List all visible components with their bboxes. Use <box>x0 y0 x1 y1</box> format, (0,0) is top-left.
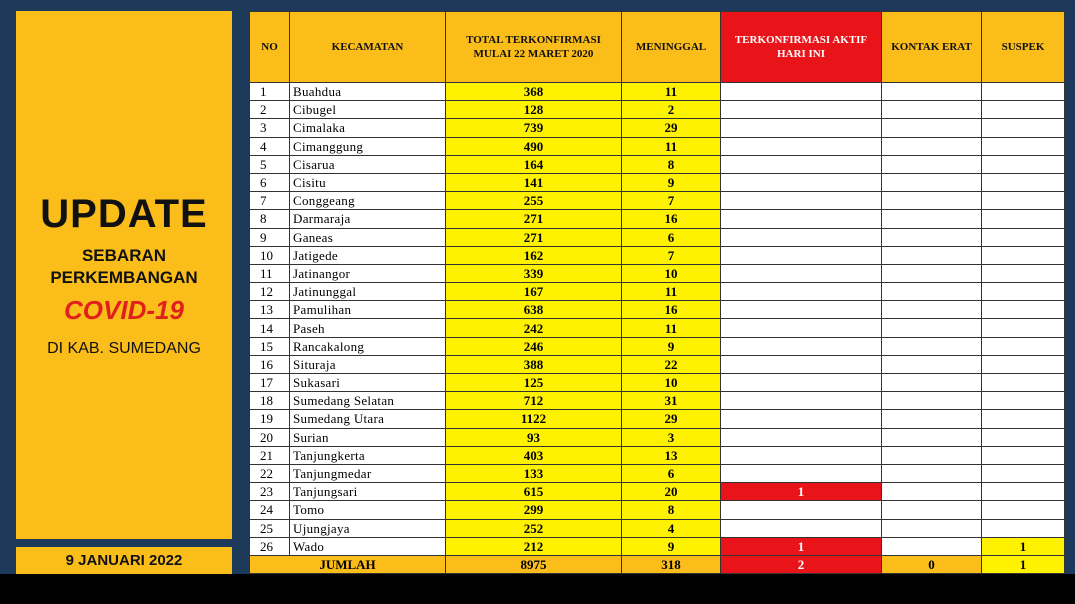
row-kontak <box>882 319 982 337</box>
row-aktif <box>721 301 882 319</box>
header-meninggal: MENINGGAL <box>622 12 721 83</box>
row-no: 2 <box>250 101 290 119</box>
row-meninggal: 31 <box>622 392 721 410</box>
row-total: 739 <box>446 119 622 137</box>
row-aktif <box>721 246 882 264</box>
row-meninggal: 13 <box>622 446 721 464</box>
row-suspek <box>982 446 1065 464</box>
table-body <box>250 83 1065 556</box>
row-no: 7 <box>250 192 290 210</box>
row-kontak <box>882 264 982 282</box>
row-suspek <box>982 519 1065 537</box>
row-kecamatan: Rancakalong <box>290 337 446 355</box>
row-meninggal: 10 <box>622 264 721 282</box>
row-kecamatan: Jatinunggal <box>290 283 446 301</box>
row-kecamatan: Ganeas <box>290 228 446 246</box>
row-suspek <box>982 483 1065 501</box>
row-kecamatan: Situraja <box>290 355 446 373</box>
table-row <box>250 83 1065 101</box>
total-active: 2 <box>721 555 882 573</box>
row-suspek <box>982 173 1065 191</box>
row-kontak <box>882 428 982 446</box>
row-meninggal: 9 <box>622 537 721 555</box>
table-row <box>250 283 1065 301</box>
row-total: 255 <box>446 192 622 210</box>
row-kontak <box>882 119 982 137</box>
row-no: 1 <box>250 83 290 101</box>
row-kontak <box>882 155 982 173</box>
row-total: 162 <box>446 246 622 264</box>
row-total: 339 <box>446 264 622 282</box>
row-no: 11 <box>250 264 290 282</box>
row-no: 16 <box>250 355 290 373</box>
row-aktif <box>721 137 882 155</box>
row-no: 14 <box>250 319 290 337</box>
row-aktif <box>721 519 882 537</box>
row-total: 128 <box>446 101 622 119</box>
row-meninggal: 2 <box>622 101 721 119</box>
row-kontak <box>882 483 982 501</box>
row-no: 9 <box>250 228 290 246</box>
table-row <box>250 173 1065 191</box>
row-meninggal: 3 <box>622 428 721 446</box>
row-kontak <box>882 246 982 264</box>
row-kecamatan: Sumedang Utara <box>290 410 446 428</box>
row-kecamatan: Paseh <box>290 319 446 337</box>
row-aktif: 1 <box>721 537 882 555</box>
row-kecamatan: Ujungjaya <box>290 519 446 537</box>
table-row <box>250 119 1065 137</box>
row-kontak <box>882 101 982 119</box>
row-kontak <box>882 173 982 191</box>
row-total: 164 <box>446 155 622 173</box>
row-meninggal: 11 <box>622 283 721 301</box>
row-kecamatan: Jatinangor <box>290 264 446 282</box>
total-label: JUMLAH <box>250 555 446 573</box>
row-no: 21 <box>250 446 290 464</box>
row-aktif <box>721 83 882 101</box>
row-kecamatan: Conggeang <box>290 192 446 210</box>
row-suspek <box>982 283 1065 301</box>
row-aktif <box>721 101 882 119</box>
row-aktif <box>721 501 882 519</box>
region-label: DI KAB. SUMEDANG <box>47 340 201 357</box>
row-meninggal: 4 <box>622 519 721 537</box>
row-kontak <box>882 355 982 373</box>
row-kontak <box>882 337 982 355</box>
row-aktif <box>721 410 882 428</box>
table-row <box>250 137 1065 155</box>
row-kecamatan: Buahdua <box>290 83 446 101</box>
row-aktif <box>721 210 882 228</box>
row-suspek <box>982 410 1065 428</box>
row-meninggal: 9 <box>622 337 721 355</box>
table-row <box>250 101 1065 119</box>
row-aktif <box>721 355 882 373</box>
row-kecamatan: Tomo <box>290 501 446 519</box>
table-row <box>250 155 1065 173</box>
title-panel <box>16 11 232 539</box>
row-total: 167 <box>446 283 622 301</box>
row-suspek <box>982 428 1065 446</box>
row-meninggal: 16 <box>622 301 721 319</box>
row-total: 1122 <box>446 410 622 428</box>
row-suspek <box>982 210 1065 228</box>
row-kontak <box>882 137 982 155</box>
row-kecamatan: Wado <box>290 537 446 555</box>
row-kontak <box>882 464 982 482</box>
table-row <box>250 464 1065 482</box>
row-meninggal: 7 <box>622 192 721 210</box>
row-kontak <box>882 228 982 246</box>
total-close-contact: 0 <box>882 555 982 573</box>
table-row <box>250 392 1065 410</box>
row-aktif <box>721 283 882 301</box>
row-total: 271 <box>446 228 622 246</box>
row-kontak <box>882 83 982 101</box>
row-total: 490 <box>446 137 622 155</box>
row-kontak <box>882 446 982 464</box>
row-no: 20 <box>250 428 290 446</box>
table-row <box>250 192 1065 210</box>
row-meninggal: 8 <box>622 501 721 519</box>
row-no: 19 <box>250 410 290 428</box>
row-meninggal: 20 <box>622 483 721 501</box>
row-aktif <box>721 319 882 337</box>
row-suspek <box>982 119 1065 137</box>
row-aktif <box>721 392 882 410</box>
row-total: 271 <box>446 210 622 228</box>
row-no: 18 <box>250 392 290 410</box>
row-no: 6 <box>250 173 290 191</box>
row-aktif <box>721 119 882 137</box>
update-title: UPDATE <box>40 192 208 236</box>
row-kecamatan: Cimalaka <box>290 119 446 137</box>
row-meninggal: 7 <box>622 246 721 264</box>
header-kecamatan: KECAMATAN <box>290 12 446 83</box>
row-no: 4 <box>250 137 290 155</box>
table-row <box>250 246 1065 264</box>
row-kontak <box>882 210 982 228</box>
header-kontak: KONTAK ERAT <box>882 12 982 83</box>
header-no: NO <box>250 12 290 83</box>
row-aktif: 1 <box>721 483 882 501</box>
row-kontak <box>882 301 982 319</box>
row-aktif <box>721 173 882 191</box>
row-suspek <box>982 464 1065 482</box>
row-meninggal: 22 <box>622 355 721 373</box>
row-suspek <box>982 83 1065 101</box>
row-total: 141 <box>446 173 622 191</box>
table-row <box>250 537 1065 555</box>
row-meninggal: 29 <box>622 410 721 428</box>
row-meninggal: 6 <box>622 228 721 246</box>
covid-label: COVID-19 <box>64 295 184 325</box>
date-label: 9 JANUARI 2022 <box>16 547 232 574</box>
subtitle-line-1: SEBARAN <box>81 246 167 265</box>
row-total: 615 <box>446 483 622 501</box>
row-no: 26 <box>250 537 290 555</box>
row-total: 638 <box>446 301 622 319</box>
row-meninggal: 29 <box>622 119 721 137</box>
table-row <box>250 410 1065 428</box>
row-suspek: 1 <box>982 537 1065 555</box>
row-suspek <box>982 301 1065 319</box>
row-total: 403 <box>446 446 622 464</box>
row-no: 22 <box>250 464 290 482</box>
row-kecamatan: Jatigede <box>290 246 446 264</box>
row-kontak <box>882 283 982 301</box>
row-no: 24 <box>250 501 290 519</box>
row-total: 242 <box>446 319 622 337</box>
row-suspek <box>982 246 1065 264</box>
row-suspek <box>982 319 1065 337</box>
row-aktif <box>721 228 882 246</box>
row-suspek <box>982 392 1065 410</box>
row-aktif <box>721 374 882 392</box>
header-total: TOTAL TERKONFIRMASI MULAI 22 MARET 2020 <box>446 12 622 83</box>
row-no: 3 <box>250 119 290 137</box>
row-kontak <box>882 392 982 410</box>
row-total: 299 <box>446 501 622 519</box>
table-row <box>250 319 1065 337</box>
total-confirmed: 8975 <box>446 555 622 573</box>
row-suspek <box>982 228 1065 246</box>
table-row <box>250 428 1065 446</box>
row-total: 252 <box>446 519 622 537</box>
row-meninggal: 10 <box>622 374 721 392</box>
row-kecamatan: Tanjungkerta <box>290 446 446 464</box>
row-kecamatan: Cimanggung <box>290 137 446 155</box>
row-aktif <box>721 464 882 482</box>
row-kontak <box>882 192 982 210</box>
row-no: 5 <box>250 155 290 173</box>
row-meninggal: 11 <box>622 319 721 337</box>
table-row <box>250 337 1065 355</box>
table-row <box>250 446 1065 464</box>
row-no: 23 <box>250 483 290 501</box>
row-suspek <box>982 355 1065 373</box>
row-total: 246 <box>446 337 622 355</box>
row-aktif <box>721 155 882 173</box>
header-suspek: SUSPEK <box>982 12 1065 83</box>
table-row <box>250 519 1065 537</box>
table-row <box>250 374 1065 392</box>
row-aktif <box>721 264 882 282</box>
row-suspek <box>982 137 1065 155</box>
row-meninggal: 6 <box>622 464 721 482</box>
row-no: 17 <box>250 374 290 392</box>
row-aktif <box>721 428 882 446</box>
row-aktif <box>721 337 882 355</box>
row-no: 25 <box>250 519 290 537</box>
total-row <box>250 555 1065 573</box>
subtitle-line-2: PERKEMBANGAN <box>50 268 198 287</box>
row-no: 8 <box>250 210 290 228</box>
total-suspect: 1 <box>982 555 1065 573</box>
row-total: 93 <box>446 428 622 446</box>
row-kontak <box>882 501 982 519</box>
header-aktif: TERKONFIRMASI AKTIF HARI INI <box>721 12 882 83</box>
row-suspek <box>982 501 1065 519</box>
table-row <box>250 483 1065 501</box>
covid-table <box>249 11 1065 574</box>
table-row <box>250 228 1065 246</box>
row-no: 13 <box>250 301 290 319</box>
table-row <box>250 301 1065 319</box>
row-kecamatan: Cibugel <box>290 101 446 119</box>
table-row <box>250 264 1065 282</box>
row-suspek <box>982 192 1065 210</box>
row-kontak <box>882 410 982 428</box>
row-kontak <box>882 537 982 555</box>
row-kecamatan: Sukasari <box>290 374 446 392</box>
row-meninggal: 11 <box>622 83 721 101</box>
row-kecamatan: Darmaraja <box>290 210 446 228</box>
row-total: 133 <box>446 464 622 482</box>
row-aktif <box>721 192 882 210</box>
row-kecamatan: Tanjungsari <box>290 483 446 501</box>
row-meninggal: 8 <box>622 155 721 173</box>
row-kecamatan: Surian <box>290 428 446 446</box>
row-no: 15 <box>250 337 290 355</box>
row-total: 712 <box>446 392 622 410</box>
table-row <box>250 501 1065 519</box>
row-suspek <box>982 101 1065 119</box>
header-row <box>250 12 1065 83</box>
table-row <box>250 355 1065 373</box>
row-kontak <box>882 374 982 392</box>
row-total: 388 <box>446 355 622 373</box>
row-kecamatan: Pamulihan <box>290 301 446 319</box>
row-suspek <box>982 337 1065 355</box>
row-aktif <box>721 446 882 464</box>
row-meninggal: 16 <box>622 210 721 228</box>
row-kecamatan: Tanjungmedar <box>290 464 446 482</box>
row-kecamatan: Cisarua <box>290 155 446 173</box>
row-meninggal: 9 <box>622 173 721 191</box>
row-suspek <box>982 374 1065 392</box>
row-kontak <box>882 519 982 537</box>
row-kecamatan: Cisitu <box>290 173 446 191</box>
row-kecamatan: Sumedang Selatan <box>290 392 446 410</box>
row-suspek <box>982 155 1065 173</box>
row-suspek <box>982 264 1065 282</box>
row-total: 368 <box>446 83 622 101</box>
total-deaths: 318 <box>622 555 721 573</box>
row-total: 125 <box>446 374 622 392</box>
row-no: 12 <box>250 283 290 301</box>
row-total: 212 <box>446 537 622 555</box>
row-meninggal: 11 <box>622 137 721 155</box>
row-no: 10 <box>250 246 290 264</box>
table-row <box>250 210 1065 228</box>
